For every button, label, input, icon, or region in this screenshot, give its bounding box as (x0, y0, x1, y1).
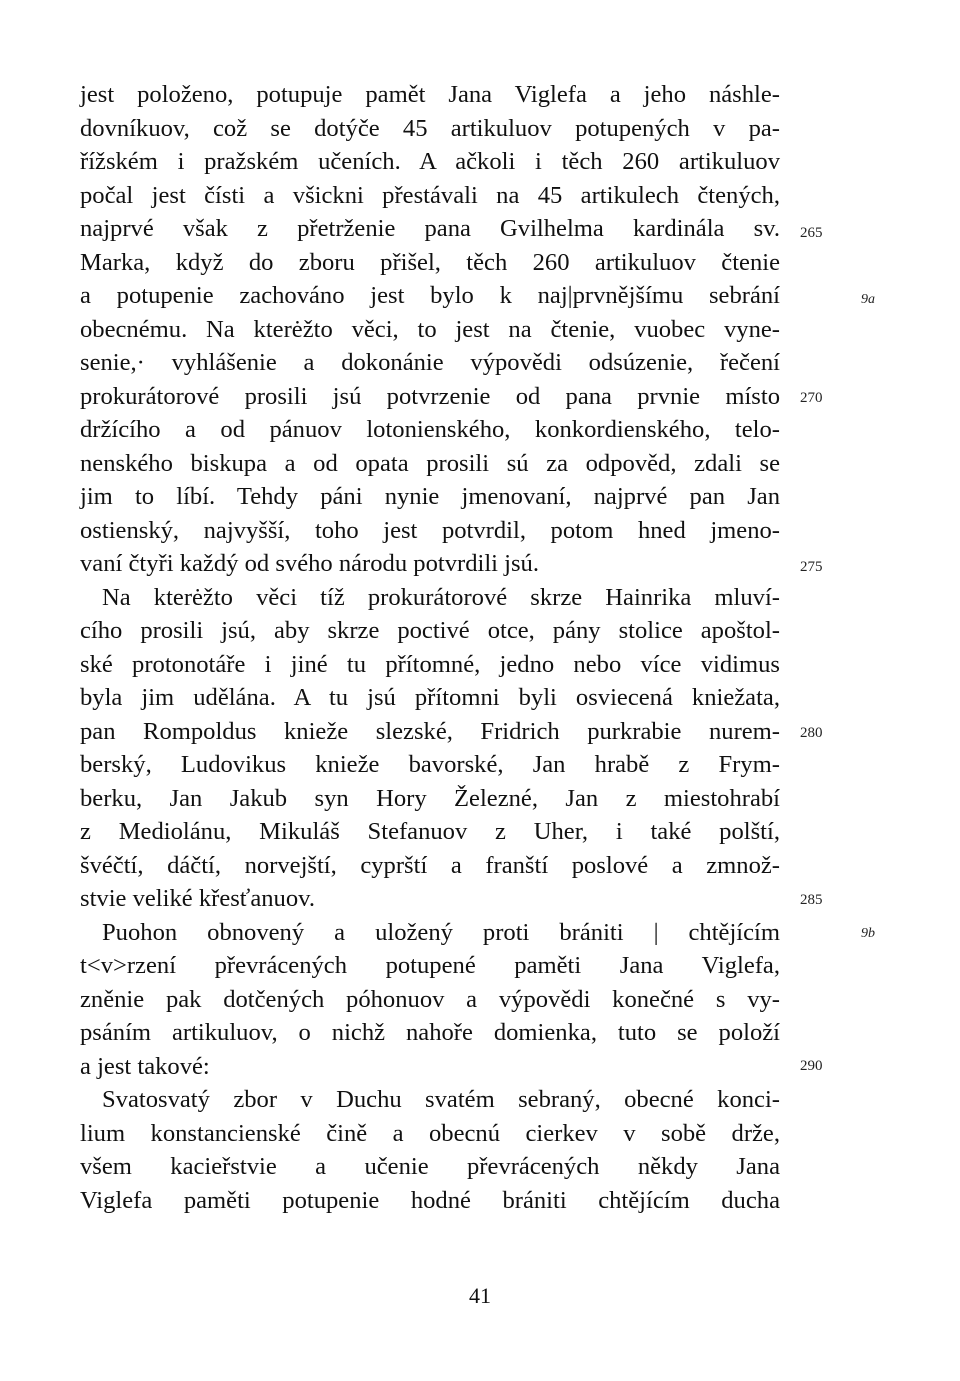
line-number: 275 (800, 559, 823, 575)
text-line: berku, Jan Jakub syn Hory Železné, Jan z miestohrabí (80, 784, 780, 812)
line-number: 290 (800, 1058, 823, 1074)
text-line: berský, Ludovikus knieže bavorské, Jan hrabě z Frym- (80, 751, 780, 778)
folio-mark: 9a (861, 292, 875, 307)
line-number: 285 (800, 892, 823, 908)
text-line: ostienský, najvyšší, toho jest potvrdil, potom hned jmeno- (80, 516, 780, 544)
text-line: držícího a od pánuov lotonienského, konkordienského, telo- (80, 416, 780, 443)
text-line: byla jim udělána. A tu jsú přítomni byli osviecená kniežata, (80, 684, 780, 711)
text-line: prokurátorové prosili jsú potvrzenie od pana prvnie místo (80, 382, 780, 410)
text-line: jim to líbí. Tehdy páni nynie jmenovaní, najprvé pan Jan (80, 483, 780, 510)
text-line: Na kterėžto věci tíž prokurátorové skrze Hainrika mluví- (102, 583, 780, 611)
line-number: 280 (800, 725, 823, 741)
text-line: nenského biskupa a od opata prosili sú za odpověd, zdali se (80, 449, 780, 477)
text-line: vaní čtyři každý od svého národu potvrdili jsú. (80, 550, 539, 577)
text-line: Marka, když do zboru přišel, těch 260 artikuluov čtenie (80, 248, 780, 276)
line-number: 265 (800, 225, 823, 241)
text-line: a potupenie zachováno jest bylo k naj|prvnějšímu sebrání (80, 282, 780, 309)
text-line: cího prosili jsú, aby skrze poctivé otce, pány stolice apoštol- (80, 617, 780, 644)
text-line: dovníkuov, což se dotýče 45 artikuluov potupených v pa- (80, 114, 780, 142)
folio-mark: 9b (861, 926, 875, 941)
text-line: pan Rompoldus knieže slezské, Fridrich purkrabie nurem- (80, 717, 780, 745)
text-line: obecnému. Na kterėžto věci, to jest na čtenie, vuobec vyne- (80, 315, 780, 343)
text-line: zněnie pak dotčených póhonuov a výpovědi konečné s vy- (80, 985, 780, 1013)
text-line: všem kacieřstvie a učenie převrácených někdy Jana (80, 1153, 780, 1180)
text-line: ské protonotáře i jiné tu přítomné, jedno nebo více vidimus (80, 650, 780, 678)
text-line: řížském i pražském učeních. A ačkoli i těch 260 artikuluov (80, 148, 780, 175)
text-line: a jest takové: (80, 1052, 210, 1080)
text-line: senie,· vyhlášenie a dokonánie výpovědi odsúzenie, řečení (80, 349, 780, 376)
text-line: Svatosvatý zbor v Duchu svatém sebraný, obecné konci- (102, 1086, 780, 1113)
text-line: Viglefa paměti potupenie hodné brániti chtějícím ducha (80, 1186, 780, 1214)
text-line: jest položeno, potupuje pamět Jana Viglefa a jeho náshle- (80, 81, 780, 108)
text-line: Puohon obnovený a uložený proti brániti | chtějícím (102, 918, 780, 946)
text-line: najprvé však z přetrženie pana Gvilhelma kardinála sv. (80, 215, 780, 242)
text-line: psáním artikuluov, o nichž nahoře domienka, tuto se položí (80, 1019, 780, 1046)
text-line: stvie veliké křesťanuov. (80, 885, 315, 912)
text-line: z Mediolánu, Mikuláš Stefanuov z Uher, i také polští, (80, 818, 780, 845)
main-text (80, 78, 780, 1217)
text-line: počal jest čísti a všickni přestávali na 45 artikulech čtených, (80, 181, 780, 209)
text-line: lium konstancienské čině a obecnú cierkev v sobě drže, (80, 1119, 780, 1147)
text-line: t<v>rzení převrácených potupené paměti Jana Viglefa, (80, 952, 780, 979)
line-number: 270 (800, 390, 823, 406)
text-line: švéčtí, dáčtí, norvejští, cyprští a franští poslové a zmnož- (80, 851, 780, 879)
page-number: 41 (469, 1283, 491, 1308)
